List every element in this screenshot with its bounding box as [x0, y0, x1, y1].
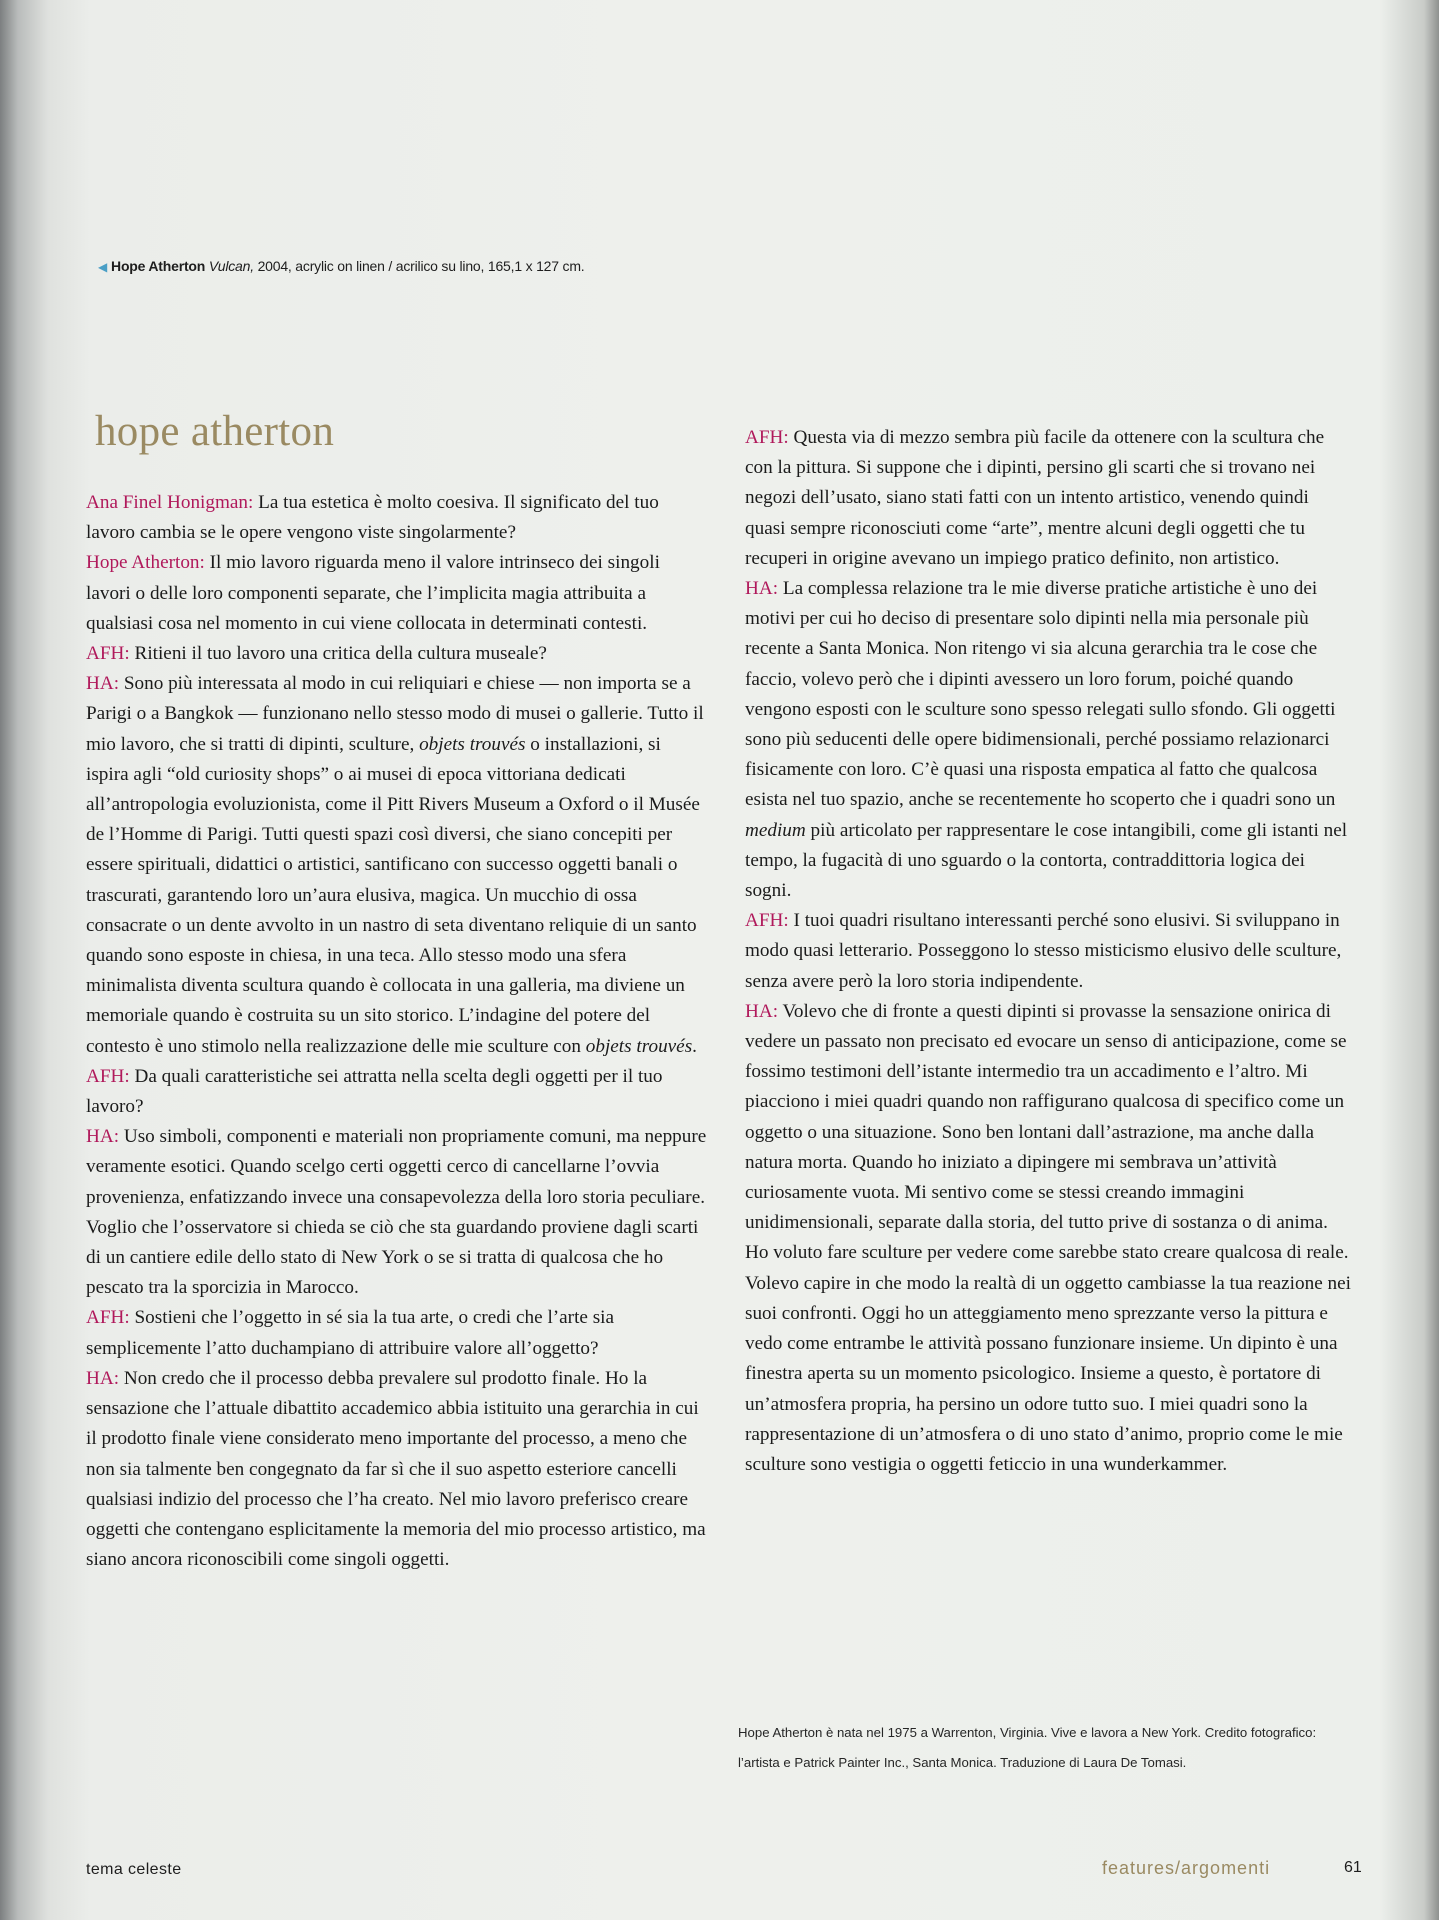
paragraph-text: Sono più interessata al modo in cui reliquiari e chiese — non importa se a Parigi o a Bangkok — funzionano nello stesso modo di musei o gallerie. Tutto il mio lavoro, che si tratti di dipinti, sculture,: [86, 673, 704, 755]
paragraph-text: Il mio lavoro riguarda meno il valore intrinseco dei singoli lavori o delle loro componenti separate, che l’implicita magia attribuita a qualsiasi cosa nel momento in cui viene collocata in determinati contesti.: [86, 552, 660, 634]
speaker-label: HA:: [86, 1126, 120, 1148]
paragraph-text: La complessa relazione tra le mie diverse pratiche artistiche è uno dei motivi per cui ho deciso di presentare solo dipinti nella mia personale più recente a Santa Monica. Non ritengo vi sia alcuna gerarchia tra le cose che faccio, volevo però che i dipinti avessero un loro forum, poiché quando vengono esposti con le sculture sono spesso relegati sullo sfondo. Gli oggetti sono più seducenti delle opere bidimensionali, perché possiamo relazionarci fisicamente con loro. C’è quasi una risposta empatica al fatto che qualcosa esista nel tuo spazio, anche se recentemente ho scoperto che i quadri sono un: [745, 578, 1336, 811]
paragraph-text: I tuoi quadri risultano interessanti perché sono elusivi. Si sviluppano in modo quasi letterario. Posseggono lo stesso misticismo elusivo delle sculture, senza avere però la loro storia indipendente.: [745, 910, 1342, 992]
interview-paragraph: [86, 1364, 708, 1575]
interview-paragraph: [745, 423, 1353, 574]
interview-paragraph: [745, 997, 1353, 1480]
italic-term: objets trouvés: [419, 733, 526, 755]
right-column: [745, 423, 1353, 1480]
interview-paragraph: [86, 1122, 708, 1303]
interview-paragraph: [86, 488, 708, 548]
speaker-label: AFH:: [745, 910, 789, 932]
caption-arrow-icon: ◀: [98, 260, 108, 274]
footer-section-name: features/argomenti: [1102, 1858, 1271, 1878]
caption-artist: Hope Atherton: [111, 258, 206, 274]
artist-bio-note: Hope Atherton è nata nel 1975 a Warrenton, Virginia. Vive e lavora a New York. Credito fotografico: l’artista e Patrick Painter Inc., Santa Monica. Traduzione di Laura De Tomasi.: [738, 1725, 1317, 1770]
paragraph-text: Sostieni che l’oggetto in sé sia la tua arte, o credi che l’arte sia semplicemente l’atto duchampiano di attribuire valore all’oggetto?: [86, 1307, 615, 1359]
interview-paragraph: [86, 639, 708, 669]
speaker-label: HA:: [745, 578, 779, 600]
page-number: 61: [1344, 1859, 1362, 1876]
italic-term: medium: [745, 819, 806, 841]
paragraph-text: Volevo che di fronte a questi dipinti si provasse la sensazione onirica di vedere un passato non precisato ed evocare un senso di anticipazione, come se fossimo testimoni dell’istante intermedio tra un accadimento e l’altro. Mi piacciono i miei quadri quando non raffigurano qualcosa di specifico come un oggetto o una situazione. Sono ben lontani dall’astrazione, ma anche dalla natura morta. Quando ho iniziato a dipingere mi sembrava un’attività curiosamente vuota. Mi sentivo come se stessi creando immagini unidimensionali, separate dalla storia, del tutto prive di sostanza o di anima. Ho voluto fare sculture per vedere come sarebbe stato creare qualcosa di reale. Volevo capire in che modo la realtà di un oggetto cambiasse la tua reazione nei suoi confronti. Oggi ho un atteggiamento meno sprezzante verso la pittura e vedo come entrambe le attività possano funzionare insieme. Un dipinto è una finestra aperta su un momento psicologico. Insieme a questo, è portatore di un’atmosfera propria, ha persino un odore tutto suo. I miei quadri sono la rappresentazione di un’atmosfera o di uno stato d’animo, proprio come le mie sculture sono vestigia o oggetti feticcio in una wunderkammer.: [745, 1000, 1351, 1475]
interview-paragraph: [86, 669, 708, 1062]
speaker-label: HA:: [86, 1367, 120, 1389]
paragraph-text: Ritieni il tuo lavoro una critica della cultura museale?: [129, 643, 547, 665]
speaker-label: AFH:: [86, 1307, 130, 1329]
speaker-label: Ana Finel Honigman:: [86, 492, 254, 513]
caption-details: 2004, acrylic on linen / acrilico su lino, 165,1 x 127 cm.: [253, 258, 585, 274]
italic-term: objets trouvés: [585, 1035, 693, 1057]
caption-work-title: Vulcan,: [208, 258, 254, 274]
paragraph-text: .: [692, 1035, 697, 1057]
footer-magazine-name: tema celeste: [86, 1861, 182, 1878]
interview-paragraph: [745, 906, 1353, 997]
interview-paragraph: [86, 548, 708, 639]
article-title: hope atherton: [95, 408, 335, 455]
left-column: [86, 488, 708, 1575]
paragraph-text: Questa via di mezzo sembra più facile da ottenere con la scultura che con la pittura. Si suppone che i dipinti, persino gli scarti che si trovano nei negozi dell’usato, siano stati fatti con un intento artistico, venendo quindi quasi sempre riconosciuti come “arte”, mentre alcuni degli oggetti che tu recuperi in origine avevano un impiego pratico definito, non artistico.: [745, 427, 1325, 569]
speaker-label: AFH:: [745, 427, 789, 448]
paragraph-text: La tua estetica è molto coesiva. Il significato del tuo lavoro cambia se le opere vengono viste singolarmente?: [86, 492, 659, 544]
image-caption: [98, 258, 998, 274]
speaker-label: AFH:: [86, 643, 130, 665]
paragraph-text: o installazioni, si ispira agli “old curiosity shops” o ai musei di epoca vittoriana dedicati all’antropologia evoluzionista, come il Pitt Rivers Museum a Oxford o il Musée de l’Homme di Parigi. Tutti questi spazi così diversi, che siano concepiti per essere spirituali, didattici o artistici, santificano con successo oggetti banali o trascurati, garantendo loro un’aura elusiva, magica. Un mucchio di ossa consacrate o un dente avvolto in un nastro di seta diventano reliquie di un santo quando sono esposte in chiesa, in una teca. Allo stesso modo una sfera minimalista diventa scultura quando è collocata in una galleria, ma diviene un memoriale quando è costruita su un sito storico. L’indagine del potere del contesto è uno stimolo nella realizzazione delle mie sculture con: [86, 733, 700, 1057]
speaker-label: AFH:: [86, 1065, 130, 1087]
paragraph-text: Non credo che il processo debba prevalere sul prodotto finale. Ho la sensazione che l’attuale dibattito accademico abbia istituito una gerarchia in cui il prodotto finale viene considerato meno importante del processo, a meno che non sia talmente ben congegnato da far sì che il suo aspetto esteriore cancelli qualsiasi indizio del processo che l’ha creato. Nel mio lavoro preferisco creare oggetti che contengano esplicitamente la memoria del mio processo artistico, ma siano ancora riconoscibili come singoli oggetti.: [86, 1367, 706, 1571]
paragraph-text: Uso simboli, componenti e materiali non propriamente comuni, ma neppure veramente esotici. Quando scelgo certi oggetti cerco di cancellarne l’ovvia provenienza, enfatizzando invece una consapevolezza della loro storia peculiare. Voglio che l’osservatore si chieda se ciò che sta guardando proviene dagli scarti di un cantiere edile dello stato di New York o se si tratta di qualcosa che ho pescato tra la sporcizia in Marocco.: [86, 1126, 707, 1299]
interview-paragraph: [745, 574, 1353, 906]
interview-paragraph: [86, 1303, 708, 1363]
speaker-label: HA:: [86, 673, 120, 695]
interview-paragraph: [86, 1062, 708, 1122]
speaker-label: Hope Atherton:: [86, 552, 205, 574]
speaker-label: HA:: [745, 1000, 779, 1022]
paragraph-text: Da quali caratteristiche sei attratta nella scelta degli oggetti per il tuo lavoro?: [86, 1065, 663, 1118]
paragraph-text: più articolato per rappresentare le cose intangibili, come gli istanti nel tempo, la fugacità di uno sguardo o la contorta, contraddittoria logica dei sogni.: [745, 819, 1348, 902]
